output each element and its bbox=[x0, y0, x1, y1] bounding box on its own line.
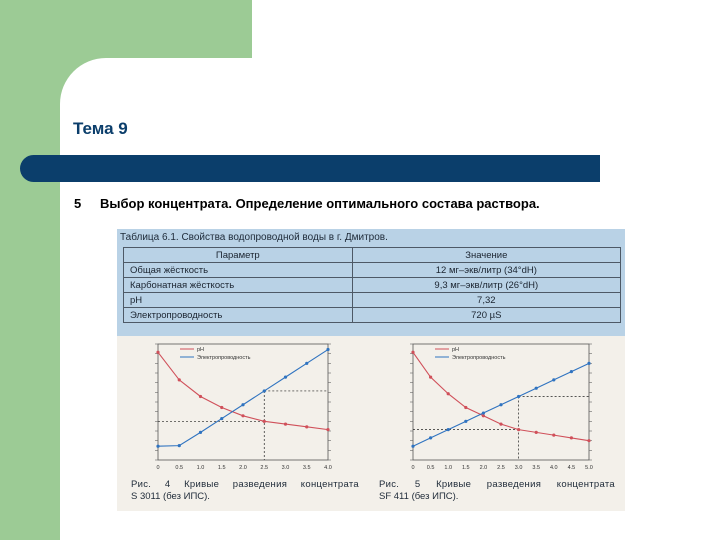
figure-caption-line: Рис. 4 Кривые разведения концентрата bbox=[131, 479, 359, 490]
ec-series-point bbox=[305, 362, 308, 365]
figure-caption-5 bbox=[379, 479, 615, 503]
ec-series-point bbox=[263, 389, 266, 392]
plot-frame bbox=[413, 344, 589, 460]
ph-series-point bbox=[535, 431, 538, 434]
ec-series-point bbox=[411, 445, 414, 448]
legend-label-ph: pH bbox=[197, 347, 205, 353]
x-tick-label: 1.0 bbox=[196, 465, 205, 471]
ph-series-point bbox=[482, 414, 485, 417]
ph-series-point bbox=[411, 351, 414, 354]
title-divider-bar bbox=[20, 155, 600, 182]
ec-series-point bbox=[570, 370, 573, 373]
ec-series-point bbox=[429, 436, 432, 439]
ph-series-point bbox=[241, 414, 244, 417]
ec-series-point bbox=[156, 445, 159, 448]
ph-series-point bbox=[305, 425, 308, 428]
table-cell-value: 12 мг–экв/литр (34°dH) bbox=[352, 263, 620, 278]
x-tick-label: 2.0 bbox=[239, 465, 247, 471]
table-row bbox=[124, 263, 621, 278]
table-cell-value: 9,3 мг–экв/литр (26°dH) bbox=[352, 278, 620, 293]
table-cell-value: 720 µS bbox=[352, 308, 620, 323]
figure-caption-line: SF 411 (без ИПС). bbox=[379, 491, 459, 502]
x-tick-label: 3.5 bbox=[532, 465, 541, 471]
x-tick-label: 4.0 bbox=[549, 465, 558, 471]
ph-series-point bbox=[429, 376, 432, 379]
x-tick-label: 0.5 bbox=[175, 465, 184, 471]
x-tick-label: 0 bbox=[156, 465, 160, 471]
ec-series-point bbox=[220, 417, 223, 420]
figure-caption-4 bbox=[131, 479, 359, 503]
ph-series-point bbox=[178, 378, 181, 381]
slide-title: Тема 9 bbox=[73, 119, 128, 138]
ph-series-point bbox=[464, 406, 467, 409]
scanned-figure bbox=[117, 229, 625, 511]
ec-series-point bbox=[241, 403, 244, 406]
x-tick-label: 1.0 bbox=[444, 465, 453, 471]
ec-series-point bbox=[499, 403, 502, 406]
table-cell-param: pH bbox=[124, 293, 353, 308]
ec-series-line bbox=[158, 350, 328, 447]
ec-series-point bbox=[199, 431, 202, 434]
ph-series-point bbox=[570, 436, 573, 439]
table-cell-param: Карбонатная жёсткость bbox=[124, 278, 353, 293]
ph-series-point bbox=[499, 422, 502, 425]
item-text: Выбор концентрата. Определение оптимального состава раствора. bbox=[100, 196, 540, 211]
ph-series-point bbox=[220, 406, 223, 409]
table-header-row bbox=[124, 248, 621, 263]
chart-svg bbox=[375, 336, 621, 476]
figure-caption-line: Рис. 5 Кривые разведения концентрата bbox=[379, 479, 615, 490]
ec-series-point bbox=[587, 362, 590, 365]
ec-series-point bbox=[517, 395, 520, 398]
x-tick-label: 2.5 bbox=[497, 465, 505, 471]
ph-series-point bbox=[284, 422, 287, 425]
dilution-chart-sf411 bbox=[375, 336, 621, 476]
table-header-param: Параметр bbox=[124, 248, 353, 263]
x-tick-label: 4.0 bbox=[324, 465, 332, 471]
ph-series-line bbox=[413, 352, 589, 440]
table-cell-param: Электропроводность bbox=[124, 308, 353, 323]
ec-series-point bbox=[326, 348, 329, 351]
x-tick-label: 4.5 bbox=[567, 465, 576, 471]
water-properties-table bbox=[123, 247, 621, 323]
ph-series-point bbox=[199, 395, 202, 398]
ec-series-point bbox=[482, 411, 485, 414]
x-tick-label: 2.0 bbox=[479, 465, 488, 471]
ph-series-point bbox=[326, 428, 329, 431]
ec-series-point bbox=[178, 444, 181, 447]
x-tick-label: 0 bbox=[411, 465, 415, 471]
ph-series-line bbox=[158, 352, 328, 429]
legend-label-ph: pH bbox=[452, 347, 460, 353]
ec-series-point bbox=[284, 376, 287, 379]
chart-svg bbox=[120, 336, 360, 476]
ph-series-point bbox=[552, 434, 555, 437]
table-row bbox=[124, 308, 621, 323]
section-heading bbox=[74, 196, 540, 211]
figure-caption-line: S 3011 (без ИПС). bbox=[131, 491, 210, 502]
x-tick-label: 5.0 bbox=[585, 465, 593, 471]
table-caption: Таблица 6.1. Свойства водопроводной воды в г. Дмитров. bbox=[120, 232, 388, 243]
x-tick-label: 3.5 bbox=[302, 465, 311, 471]
ec-series-point bbox=[464, 420, 467, 423]
x-tick-label: 2.5 bbox=[260, 465, 269, 471]
ph-series-point bbox=[587, 439, 590, 442]
legend-label-ec: Электропроводность bbox=[197, 355, 251, 361]
table-row bbox=[124, 278, 621, 293]
dilution-chart-s3011 bbox=[120, 336, 360, 476]
table-area bbox=[117, 229, 625, 336]
ec-series-point bbox=[447, 428, 450, 431]
x-tick-label: 1.5 bbox=[461, 465, 470, 471]
table-cell-param: Общая жёсткость bbox=[124, 263, 353, 278]
legend-label-ec: Электропроводность bbox=[452, 355, 506, 361]
ec-series-point bbox=[535, 387, 538, 390]
green-left-strip bbox=[0, 0, 60, 540]
x-tick-label: 3.0 bbox=[514, 465, 523, 471]
table-header-value: Значение bbox=[352, 248, 620, 263]
table-row bbox=[124, 293, 621, 308]
table-cell-value: 7,32 bbox=[352, 293, 620, 308]
x-tick-label: 1.5 bbox=[217, 465, 226, 471]
ph-series-point bbox=[447, 392, 450, 395]
ph-series-point bbox=[263, 420, 266, 423]
ec-series-point bbox=[552, 378, 555, 381]
item-number: 5 bbox=[74, 196, 82, 211]
x-tick-label: 0.5 bbox=[426, 465, 435, 471]
ph-series-point bbox=[156, 351, 159, 354]
x-tick-label: 3.0 bbox=[281, 465, 290, 471]
ph-series-point bbox=[517, 428, 520, 431]
